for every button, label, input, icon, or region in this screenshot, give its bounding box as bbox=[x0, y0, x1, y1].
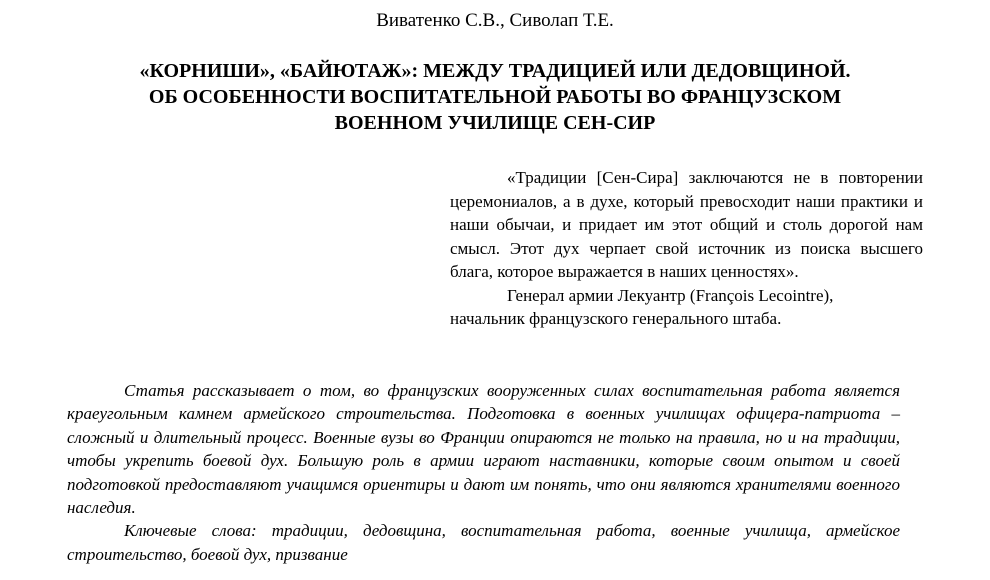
title-line-1: «КОРНИШИ», «БАЙЮТАЖ»: МЕЖДУ ТРАДИЦИЕЙ ИЛИ ДЕДОВЩИНОЙ. bbox=[139, 60, 851, 82]
epigraph-quote: «Традиции [Сен-Сира] заключаются не в повторении церемониалов, а в духе, который превосходит наши практики и наши обычаи, и придает им этот общий и столь дорогой нам смысл. Этот дух черпает свой источник из поиска высшего блага, которое выражается в наших ценностях». bbox=[450, 168, 923, 281]
title-line-2: ОБ ОСОБЕННОСТИ ВОСПИТАТЕЛЬНОЙ РАБОТЫ ВО ФРАНЦУЗСКОМ bbox=[148, 86, 842, 108]
title-line-3: ВОЕННОМ УЧИЛИЩЕ СЕН-СИР bbox=[334, 112, 656, 134]
keywords: Ключевые слова: традиции, дедовщина, воспитательная работа, военные училища, армейское строительство, боевой дух, призвание bbox=[67, 521, 900, 564]
article-title bbox=[40, 58, 950, 136]
epigraph-attribution-position: начальник французского генерального штаба. bbox=[450, 309, 782, 328]
authors-line: Виватенко С.В., Сиволап Т.Е. bbox=[376, 10, 614, 31]
epigraph-attribution: Генерал армии Лекуантр (François Lecointre), bbox=[507, 285, 834, 305]
abstract bbox=[67, 379, 900, 566]
abstract-text: Статья рассказывает о том, во французских вооруженных силах воспитательная работа является краеугольным камнем армейского строительства. Подготовка в военных училищах офицера-патриота – сложный и длительный процесс. Военные вузы во Франции опираются не только на правила, но и на традиции, чтобы укрепить боевой дух. Большую роль в армии играют наставники, которые своим опытом и своей подготовкой предоставляют учащимся ориентиры и дают им понять, что они являются хранителями военного наследия. bbox=[67, 381, 900, 518]
epigraph bbox=[450, 166, 923, 331]
